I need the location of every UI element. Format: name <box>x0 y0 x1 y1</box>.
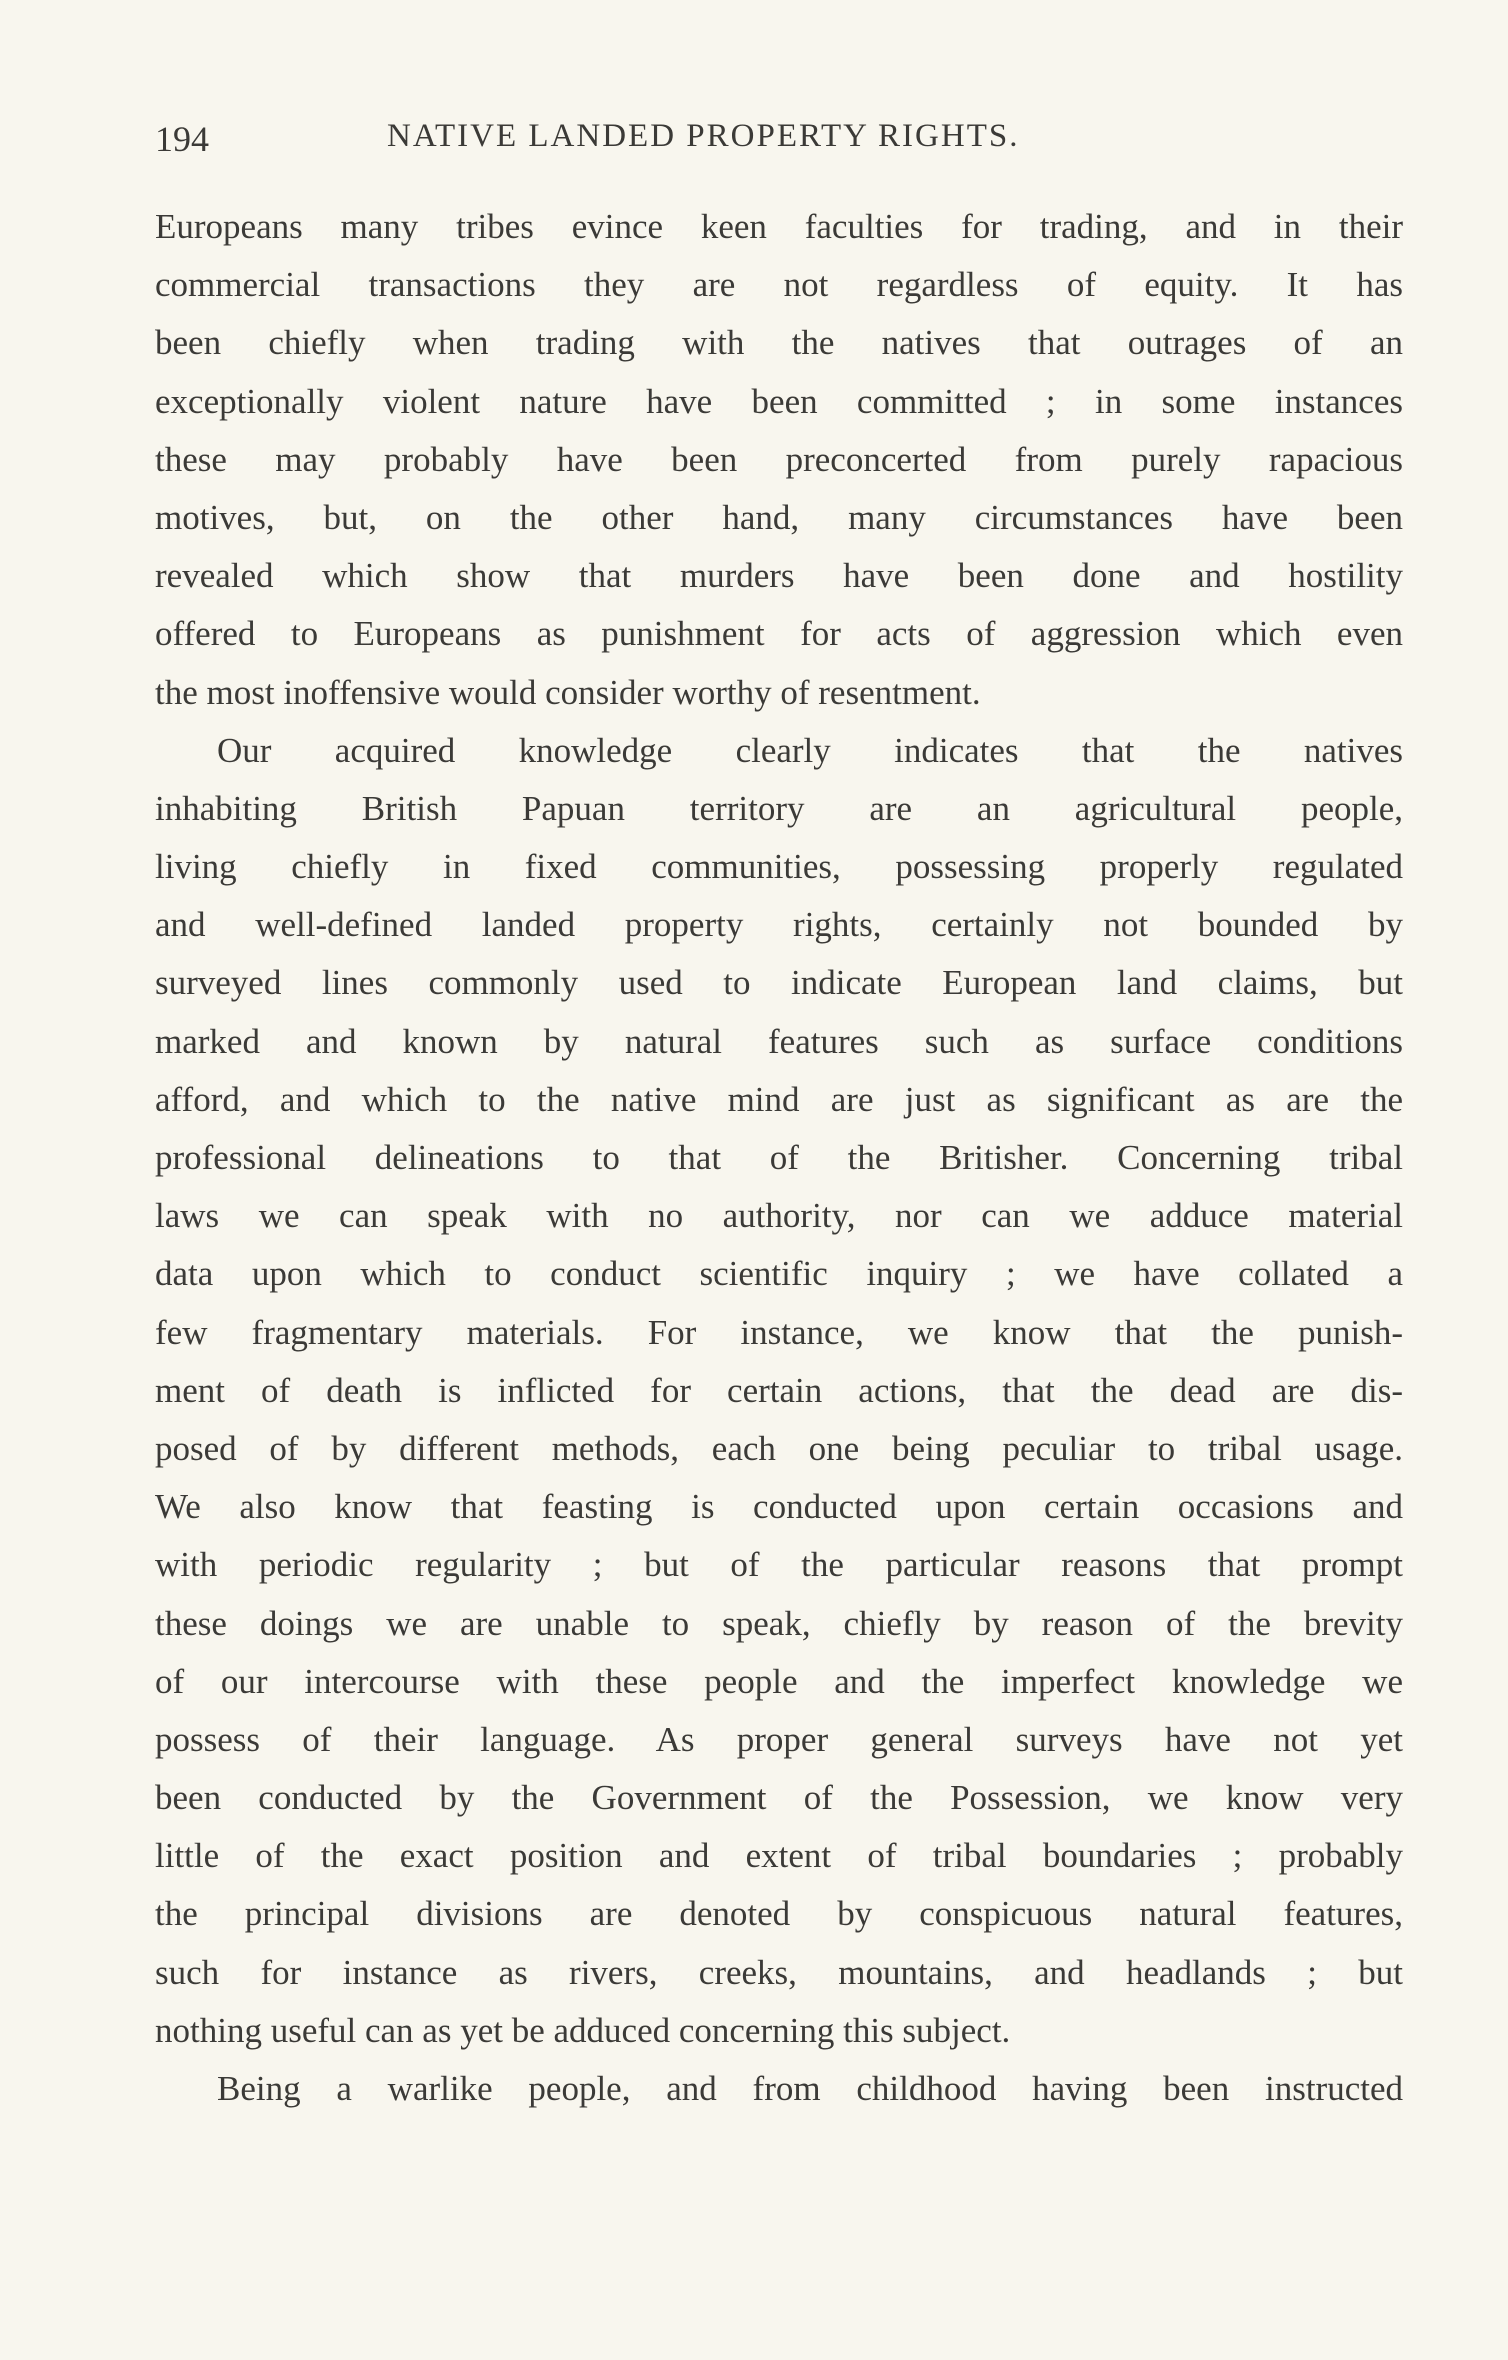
running-header <box>155 118 1160 168</box>
text-line: exceptionally violent nature have been committed ; in some instances <box>155 381 1403 421</box>
page-number: 194 <box>155 119 209 159</box>
text-line: with periodic regularity ; but of the particular reasons that prompt <box>155 1545 1403 1585</box>
text-line: few fragmentary materials. For instance, we know that the punish- <box>155 1312 1403 1352</box>
text-line: living chiefly in fixed communities, possessing properly regulated <box>155 847 1403 887</box>
running-title: NATIVE LANDED PROPERTY RIGHTS. <box>387 118 1020 154</box>
text-line: Europeans many tribes evince keen faculties for trading, and in their <box>155 207 1403 246</box>
text-line: inhabiting British Papuan territory are an agricultural people, <box>155 788 1403 828</box>
text-line: revealed which show that murders have been done and hostility <box>155 556 1403 596</box>
text-line: been chiefly when trading with the natives that outrages of an <box>155 323 1403 363</box>
text-line: motives, but, on the other hand, many circumstances have been <box>155 497 1403 537</box>
text-line: surveyed lines commonly used to indicate European land claims, but <box>155 963 1403 1003</box>
text-line: marked and known by natural features such as surface conditions <box>155 1021 1403 1061</box>
text-line: data upon which to conduct scientific inquiry ; we have collated a <box>155 1254 1403 1294</box>
text-line: Being a warlike people, and from childhood having been instructed <box>217 2069 1403 2108</box>
text-line: nothing useful can as yet be adduced concerning this subject. <box>155 2010 1011 2050</box>
text-line: the most inoffensive would consider worthy of resentment. <box>155 672 981 712</box>
text-line: and well-defined landed property rights, certainly not bounded by <box>155 905 1403 945</box>
text-line: Our acquired knowledge clearly indicates that the natives <box>217 730 1403 770</box>
body-text <box>155 198 1403 2118</box>
text-line: afford, and which to the native mind are just as significant as are the <box>155 1079 1403 1119</box>
text-line: these doings we are unable to speak, chiefly by reason of the brevity <box>155 1603 1403 1643</box>
text-line: the principal divisions are denoted by conspicuous natural features, <box>155 1894 1403 1934</box>
text-line: laws we can speak with no authority, nor can we adduce material <box>155 1196 1403 1236</box>
text-line: We also know that feasting is conducted upon certain occasions and <box>155 1487 1403 1527</box>
text-line: posed of by different methods, each one being peculiar to tribal usage. <box>155 1428 1403 1468</box>
text-line: ment of death is inflicted for certain actions, that the dead are dis- <box>155 1370 1403 1410</box>
text-line: possess of their language. As proper general surveys have not yet <box>155 1719 1403 1759</box>
text-line: of our intercourse with these people and the imperfect knowledge we <box>155 1661 1403 1701</box>
text-line: offered to Europeans as punishment for acts of aggression which even <box>155 614 1403 654</box>
text-line: professional delineations to that of the Britisher. Concerning tribal <box>155 1138 1403 1177</box>
text-line: such for instance as rivers, creeks, mountains, and headlands ; but <box>155 1952 1403 1992</box>
text-line: little of the exact position and extent of tribal boundaries ; probably <box>155 1836 1403 1876</box>
text-line: commercial transactions they are not regardless of equity. It has <box>155 265 1403 305</box>
text-line: these may probably have been preconcerted from purely rapacious <box>155 439 1403 479</box>
text-line: been conducted by the Government of the Possession, we know very <box>155 1778 1403 1818</box>
